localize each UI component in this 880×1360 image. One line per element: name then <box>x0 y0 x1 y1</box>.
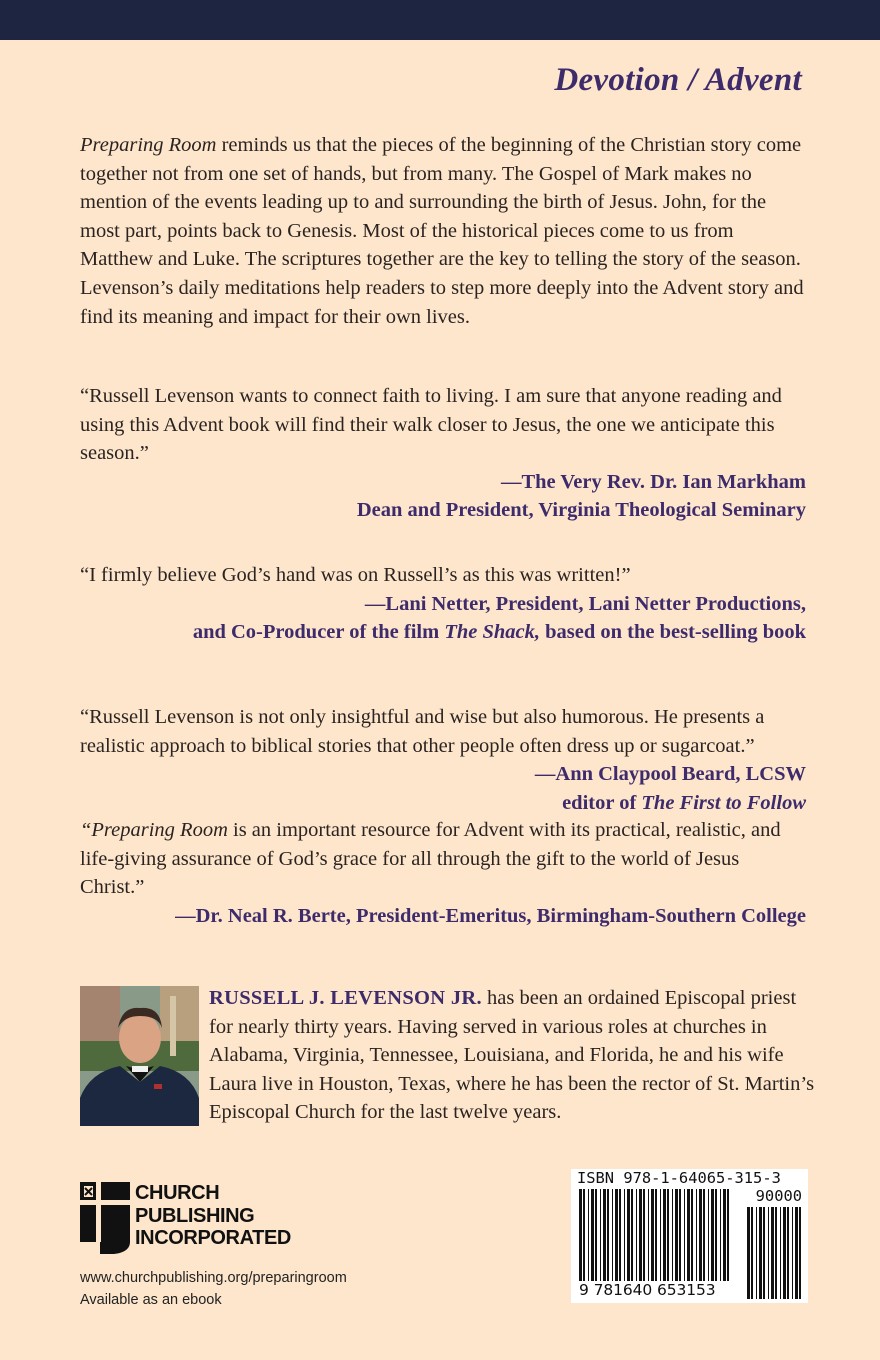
endorsement-affiliation: editor of The First to Follow <box>562 791 806 814</box>
top-color-band <box>0 0 880 40</box>
book-title-italic: Preparing Room <box>91 819 228 841</box>
cross-shield-icon <box>80 1182 130 1254</box>
endorsement-text: “Russell Levenson is not only insightful and wise but also humorous. He presents a realistic approach to biblical stories that other people often dress up or sugarcoat.” <box>80 706 765 757</box>
endorsement-author: —Ann Claypool Beard, LCSW <box>534 763 806 786</box>
book-title-italic: Preparing Room <box>80 134 217 156</box>
film-title: The Shack, <box>444 621 541 644</box>
barcode-addon-number: 90000 <box>755 1187 802 1205</box>
author-photo <box>80 986 199 1126</box>
endorsement-2 <box>80 561 806 647</box>
description-text: reminds us that the pieces of the beginning of the Christian story come together not from one set of hands, but from many. The Gospel of Mark makes no mention of the events leading up to and surrounding the birth of Jesus. John, for the most part, points back to Genesis. Most of the historical pieces come to us from Matthew and Luke. The scriptures together are the key to telling the story of the season. Levenson’s daily meditations help readers to step more deeply into the Advent story and find its meaning and impact for their own lives. <box>80 134 804 328</box>
barcode-digits: 9 781640 653153 <box>579 1281 716 1299</box>
endorsement-affiliation: and Co-Producer of the film The Shack, based on the best-selling book <box>192 621 806 644</box>
publisher-info <box>80 1267 347 1311</box>
author-name: RUSSELL J. LEVENSON JR. <box>209 987 482 1009</box>
endorsement-text: “I firmly believe God’s hand was on Russell’s as this was written!” <box>80 564 631 586</box>
isbn-barcode <box>571 1169 808 1303</box>
book-title-italic: The First to Follow <box>641 791 806 814</box>
endorsement-text: “Russell Levenson wants to connect faith to living. I am sure that anyone reading and using this Advent book will find their walk closer to Jesus, the one we anticipate this season.” <box>80 385 782 465</box>
isbn-label: ISBN 978-1-64065-315-3 <box>577 1169 781 1187</box>
ebook-note: Available as an ebook <box>80 1292 222 1308</box>
author-bio <box>209 984 819 1127</box>
endorsement-1 <box>80 382 806 525</box>
book-description <box>80 131 810 331</box>
endorsement-text: “Preparing Room is an important resource for Advent with its practical, realistic, and life-giving assurance of God’s grace for all through the gift to the world of Jesus Christ.” <box>80 819 781 899</box>
publisher-url: www.churchpublishing.org/preparingroom <box>80 1270 347 1286</box>
endorsement-author: —Dr. Neal R. Berte, President-Emeritus, Birmingham-Southern College <box>175 904 806 927</box>
author-bio-text: has been an ordained Episcopal priest for nearly thirty years. Having served in various roles at churches in Alabama, Virginia, Tennessee, Louisiana, and Florida, he and his wife Laura live in Houston, Texas, where he has been the rector of St. Martin’s Episcopal Church for the last twelve years. <box>209 987 815 1124</box>
endorsement-author: —The Very Rev. Dr. Ian Markham <box>500 470 806 493</box>
endorsement-3 <box>80 703 806 817</box>
category-heading: Devotion / Advent <box>554 62 802 98</box>
endorsement-affiliation: Dean and President, Virginia Theological Seminary <box>356 499 806 522</box>
endorsement-author: —Lani Netter, President, Lani Netter Productions, <box>364 592 806 615</box>
endorsement-4 <box>80 816 806 930</box>
publisher-logo <box>80 1182 340 1254</box>
publisher-name: CHURCH PUBLISHING INCORPORATED <box>135 1182 291 1249</box>
